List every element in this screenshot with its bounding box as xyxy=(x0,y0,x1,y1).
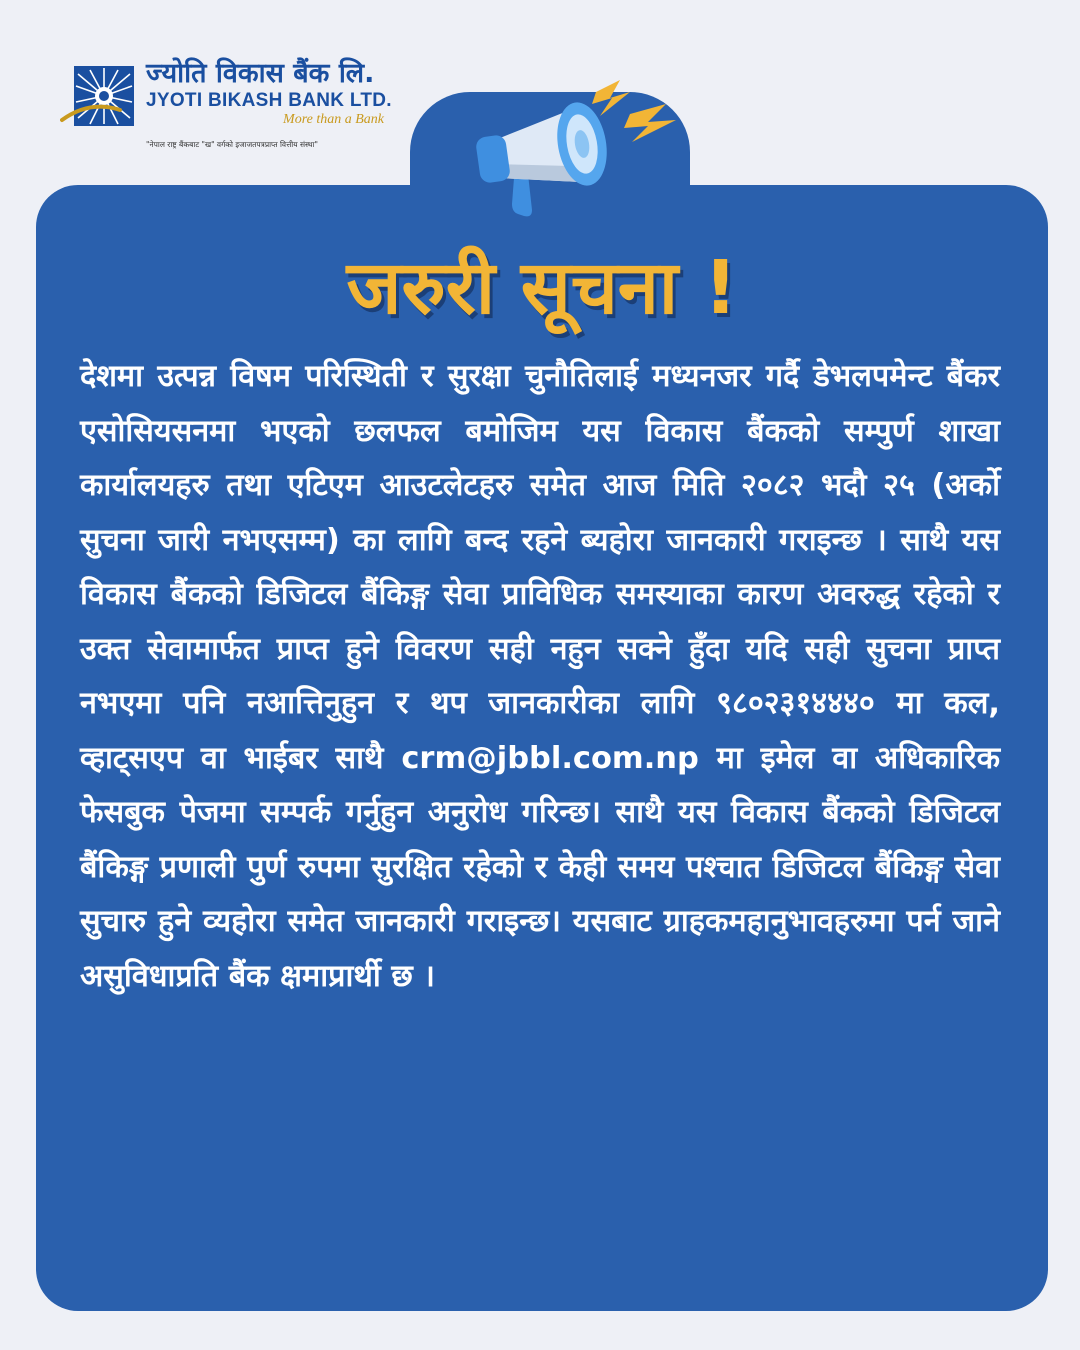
bank-tagline: More than a Bank xyxy=(283,112,384,127)
bank-logo xyxy=(60,58,420,158)
sunburst-logo-icon xyxy=(60,64,136,140)
notice-title: जरुरी सूचना ! xyxy=(346,245,738,331)
megaphone-icon xyxy=(470,70,680,220)
license-note: "नेपाल राष्ट्र बैंकबाट "ख" वर्गको इजाजतपत्रप्राप्त वित्तीय संस्था" xyxy=(146,140,318,149)
bank-name-english: JYOTI BIKASH BANK LTD. xyxy=(146,90,392,111)
notice-body: देशमा उत्पन्न विषम परिस्थिती र सुरक्षा चुनौतिलाई मध्यनजर गर्दै डेभलपमेन्ट बैंकर एसोसियसनमा भएको छलफल बमोजिम यस विकास बैंकको सम्पुर्ण शाखा कार्यालयहरु तथा एटिएम आउटलेटहरु समेत आज मिति २०८२ भदौ २५ (अर्को सुचना जारी नभएसम्म) का लागि बन्द रहने ब्यहोरा जानकारी गराइन्छ । साथै यस विकास बैंकको डिजिटल बैंकिङ्ग सेवा प्राविधिक समस्याका कारण अवरुद्ध रहेको र उक्त सेवामार्फत प्राप्त हुने विवरण सही नहुन सक्ने हुँदा यदि सही सुचना प्राप्त नभएमा पनि नआत्तिनुहुन र थप जानकारीका लागि ९८०२३१४४४० मा कल, व्हाट्सएप वा भाईबर साथै crm@jbbl.com.np मा इमेल वा अधिकारिक फेसबुक पेजमा सम्पर्क गर्नुहुन अनुरोध गरिन्छ। साथै यस विकास बैंकको डिजिटल बैंकिङ्ग प्रणाली पुर्ण रुपमा सुरक्षित रहेको र केही समय पश्चात डिजिटल बैंकिङ्ग सेवा सुचारु हुने व्यहोरा समेत जानकारी गराइन्छ। यसबाट ग्राहकमहानुभावहरुमा पर्न जाने असुविधाप्रति बैंक क्षमाप्रार्थी छ । xyxy=(80,359,1000,994)
bank-name-nepali: ज्योति विकास बैंक लि. xyxy=(146,58,375,89)
